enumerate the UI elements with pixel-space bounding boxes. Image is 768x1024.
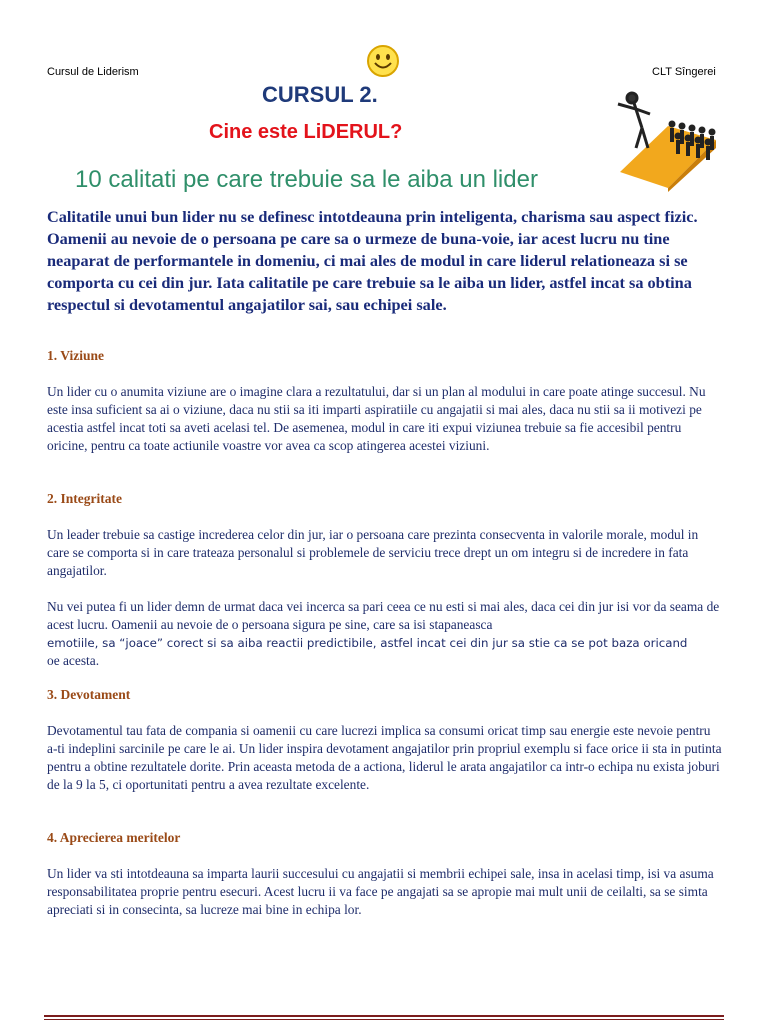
smiley-face-icon: [366, 44, 400, 78]
section-title-devotament: 3. Devotament: [47, 687, 131, 702]
question-title: Cine este LiDERUL?: [209, 121, 403, 143]
paragraph-integritate-4: oe acesta.: [47, 653, 100, 668]
header-right: CLT Sîngerei: [652, 66, 716, 78]
section-title-aprecierea-meritelor: 4. Aprecierea meritelor: [47, 830, 181, 845]
intro-paragraph: Calitatile unui bun lider nu se definesc intotdeauna prin inteligenta, charisma sau aspect fizic. Oamenii au nevoie de o persoana pe care sa o urmeze de buna-voie, iar acest lucru nu tine neaparat de performantele in domeniu, ci mai ales de modul in care liderul relationeaza si se comporta cu cei din jur. Iata calitatile pe care trebuie sa le aiba un lider, astfel incat sa obtina respectul si devotamentul angajatilor sai, sau echipei sale.: [47, 207, 698, 314]
paragraph-integritate-1: Un leader trebuie sa castige increderea celor din jur, iar o persoana care prezinta consecventa in valorile morale, modul in care se comporta si in care trateaza personalul si problemele de serviciu trece drept un om integru si de incredere in fata angajatilor.: [47, 527, 699, 578]
footer-divider: [44, 1015, 724, 1017]
subtitle: 10 calitati pe care trebuie sa le aiba un lider: [75, 166, 538, 193]
paragraph-integritate-3: emotiile, sa “joace” corect si sa aiba reactii predictibile, astfel incat cei din jur sa stie ca se pot baza oricand: [47, 636, 688, 650]
section-title-viziune: 1. Viziune: [47, 348, 105, 363]
paragraph-devotament: Devotamentul tau fata de compania si oamenii cu care lucrezi implica sa consumi oricat timp sau energie este nevoie pentru a-ti indeplini sarcinile pe care le ai. Un lider inspira devotament angajatilor prin propriul exemplu si face orice ii sta in putinta pentru a obtine rezultatele dorite. Prin aceasta metoda de a actiona, liderul le arata angajatilor ca intr-o echipa nu exista joburi de la 9 la 5, ci oportunitati pentru a avea rezultate excelente.: [47, 723, 722, 792]
paragraph-integritate-2: Nu vei putea fi un lider demn de urmat daca vei incerca sa pari ceea ce nu esti si mai ales, daca cei din jur isi vor da seama de acest lucru. Oamenii au nevoie de o persoana sigura pe sine, care sa isi stapaneasca: [47, 599, 720, 632]
leader-followers-illustration: [612, 84, 724, 192]
course-title: CURSUL 2.: [262, 82, 378, 107]
footer-divider-thin: [44, 1019, 724, 1020]
section-title-integritate: 2. Integritate: [47, 491, 122, 506]
paragraph-viziune: Un lider cu o anumita viziune are o imagine clara a rezultatului, dar si un plan al modului in care poate atinge succesul. Nu este insa suficient sa ai o viziune, daca nu stii sa iti imparti aspiratiile cu angajatii si mai ales, daca nu stii sa ii motivezi pe acestia astfel incat toti sa aveti acelasi tel. De asemenea, modul in care iti expui viziunea trebuie sa fie accesibil pentru oricine, pentru ca toate actiunile voastre vor avea ca scop atingerea acestei viziuni.: [47, 384, 706, 453]
header-left: Cursul de Liderism: [47, 66, 139, 78]
paragraph-aprecierea-meritelor: Un lider va sti intotdeauna sa imparta laurii succesului cu angajatii si membrii echipei sale, insa in acelasi timp, isi va asuma responsabilitatea proprie pentru esecuri. Acest lucru ii va face pe angajati sa se apropie mai mult unii de ceilalti, sa se simta apreciati si in consecinta, sa lucreze mai bine in echipa lor.: [47, 866, 714, 917]
